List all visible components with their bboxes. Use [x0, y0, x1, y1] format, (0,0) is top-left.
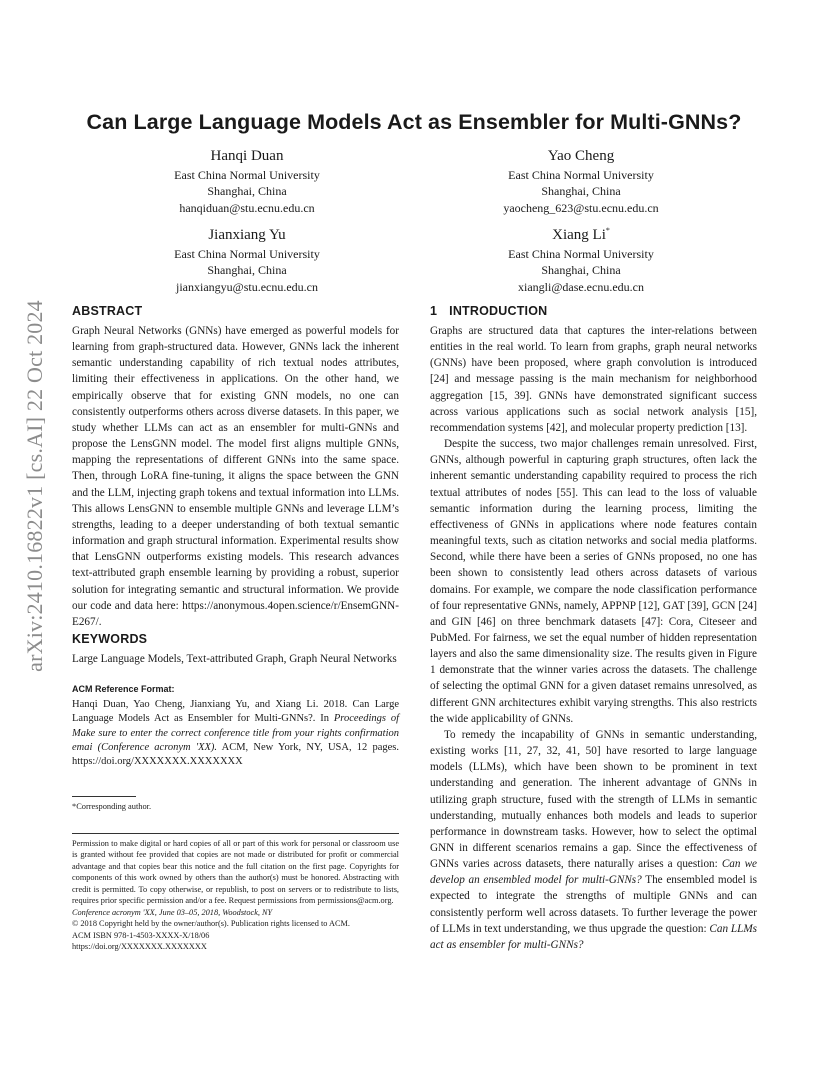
right-column	[430, 302, 757, 953]
author-affiliation: East China Normal University	[174, 247, 320, 261]
introduction-paragraph: To remedy the incapability of GNNs in semantic understanding, existing works [11, 27, 32, 41, 50] have resorted to large language models (LLMs), which have been shown to be prominent in text understanding and generation. The inherent advantage of GNNs in utilizing graph structure, fused with the strength of LLMs in semantic understanding, mutually enhances both models and leads to superior performance in downstream tasks. However, how to select the optimal GNN in different scenarios remains a gap. Since the effectiveness of GNNs varies across datasets, there naturally arises a question: Can we develop an ensembled model for multi-GNNs? The ensembled model is expected to integrate the strengths of multiple GNNs and can consistently perform well across datasets. To further leverage the power of LLMs in text understanding, we thus upgrade the question: Can LLMs act as ensembler for multi-GNNs?	[430, 728, 757, 951]
author-name: Yao Cheng	[547, 148, 615, 164]
research-question: Can LLMs act as ensembler for multi-GNNs?	[430, 922, 757, 951]
author-name: Jianxiang Yu	[208, 227, 286, 243]
author-email: jianxiangyu@stu.ecnu.edu.cn	[175, 279, 318, 294]
section-number: 1	[430, 304, 438, 318]
acm-reference-text: Hanqi Duan, Yao Cheng, Jianxiang Yu, and Xiang Li. 2018. Can Large Language Models Act as Ensembler for Multi-GNNs?. In Proceedings of Make sure to enter the correct conference title from your rights confirmation emai (Conference acronym 'XX). ACM, New York, NY, USA, 12 pages. https://doi.org/XXXXXXX.XXXXXXX	[72, 699, 399, 768]
acm-reference-proceedings: Proceedings of Make sure to enter the correct conference title from your rights confirmation emai (Conference acronym 'XX).	[72, 713, 399, 754]
author-city: Shanghai, China	[541, 263, 621, 278]
left-column	[72, 302, 399, 770]
arxiv-identifier-stamp	[20, 296, 50, 676]
author-city: Shanghai, China	[207, 263, 287, 278]
author-city: Shanghai, China	[207, 184, 287, 199]
author-name: Xiang Li*	[552, 226, 610, 243]
paper-title: Can Large Language Models Act as Ensembler for Multi-GNNs?	[86, 110, 742, 134]
acm-reference-heading: ACM Reference Format:	[72, 684, 175, 695]
copyright-line: © 2018 Copyright held by the owner/author(s). Publication rights licensed to ACM.	[72, 919, 350, 929]
permission-text: Permission to make digital or hard copies of all or part of this work for personal or classroom use is granted without fee provided that copies are not made or distributed for profit or commercial advantage and that copies bear this notice and the full citation on the first page. Copyrights for components of this work owned by others than the author(s) must be honored. Abstracting with credit is permitted. To copy otherwise, or republish, to post on servers or to redistribute to lists, requires prior specific permission and/or a fee. Request permissions from permissions@acm.org.	[72, 839, 399, 906]
keywords-text: Large Language Models, Text-attributed Graph, Graph Neural Networks	[72, 652, 397, 665]
corresponding-author-footnote: *Corresponding author.	[72, 802, 152, 811]
introduction-paragraph: Despite the success, two major challenges remain unresolved. First, GNNs, although powerful in capturing graph structures, often lack the inherent semantic understanding capability required to process the rich textual attributes of nodes [55]. This can lead to the loss of valuable semantic information during the learning process, limiting the effectiveness of GNNs in applications where node features contain meaningful texts, such as citation networks and social media platforms. Second, while there have been a series of GNNs proposed, no one has been shown to consistently lead others across datasets of various domains. For example, we compare the node classification performance of four representative GNNs, namely, APPNP [12], GAT [39], GCN [24] and GIN [46] on three benchmark datasets [47]: Cora, Citeseer and PubMed. For fairness, we set the equal number of hidden representation layers and also the same dimensionality size. The results given in Figure 1 demonstrate that the winner varies across the datasets. The challenge of selecting the optimal GNN for a given dataset remains unresolved, as different GNN architectures exhibit varying strengths. This also restricts the wide applicability of GNNs.	[430, 438, 757, 725]
author-email: xiangli@dase.ecnu.edu.cn	[517, 279, 644, 294]
introduction-heading: 1 INTRODUCTION	[430, 304, 548, 318]
doi-line: https://doi.org/XXXXXXX.XXXXXXX	[72, 942, 207, 952]
research-question: Can we develop an ensembled model for multi-GNNs?	[430, 858, 757, 887]
conference-line: Conference acronym 'XX, June 03–05, 2018, Woodstock, NY	[72, 907, 273, 917]
author-email: hanqiduan@stu.ecnu.edu.cn	[179, 200, 315, 215]
abstract-heading: ABSTRACT	[72, 304, 143, 318]
author-city: Shanghai, China	[541, 184, 621, 199]
corresponding-author-mark: *	[605, 226, 610, 235]
permission-divider	[72, 833, 399, 834]
isbn-line: ACM ISBN 978-1-4503-XXXX-X/18/06	[72, 930, 210, 940]
author-affiliation: East China Normal University	[508, 168, 654, 182]
keywords-heading: KEYWORDS	[72, 631, 148, 646]
author-block	[97, 147, 397, 216]
permission-notice	[72, 838, 399, 953]
author-block	[97, 226, 397, 295]
author-block	[431, 147, 731, 216]
author-affiliation: East China Normal University	[174, 168, 320, 182]
abstract-text: Graph Neural Networks (GNNs) have emerged as powerful models for learning from graph-structured data. However, GNNs lack the inherent semantic understanding capability of rich textual nodes attributes, limiting their effectiveness in applications. On the other hand, we empirically observe that for existing GNN models, no one can consistently outperforms others across diverse datasets. In this paper, we study whether LLMs can act as an ensembler for multi-GNNs and propose the LensGNN model. The model first aligns multiple GNNs, mapping the representations of different GNNs into the same space. Then, through LoRA fine-tuning, it aligns the space between the GNN and the LLM, injecting graph tokens and textual information into LLMs. This allows LensGNN to ensemble multiple GNNs and leverage LLM’s strengths, leading to a deeper understanding of both textual semantic information and graph structural information. Experimental results show that LensGNN outperforms existing models. This research advances text-attributed graph ensemble learning by providing a robust, superior solution for integrating semantic and structural information. We provide our code and data here: https://anonymous.4open.science/r/EnsemGNN-E267/.	[72, 325, 399, 628]
author-email: yaocheng_623@stu.ecnu.edu.cn	[503, 200, 659, 215]
author-affiliation: East China Normal University	[508, 247, 654, 261]
arxiv-identifier-text: arXiv:2410.16822v1 [cs.AI] 22 Oct 2024	[22, 300, 48, 672]
footnote-divider	[72, 796, 136, 797]
author-name: Hanqi Duan	[210, 148, 284, 164]
introduction-paragraph: Graphs are structured data that captures the inter-relations between entities in the real world. To learn from graphs, graph neural networks (GNNs) have been proposed, where graph convolution is introduced [24] and message passing is the main mechanism for neighborhood aggregation [15, 39]. GNNs have demonstrated significant success across various applications such as social network analysis [15], recommendation systems [42], and molecular property prediction [13].	[430, 325, 757, 434]
author-block	[431, 226, 731, 295]
introduction-body	[430, 323, 757, 953]
